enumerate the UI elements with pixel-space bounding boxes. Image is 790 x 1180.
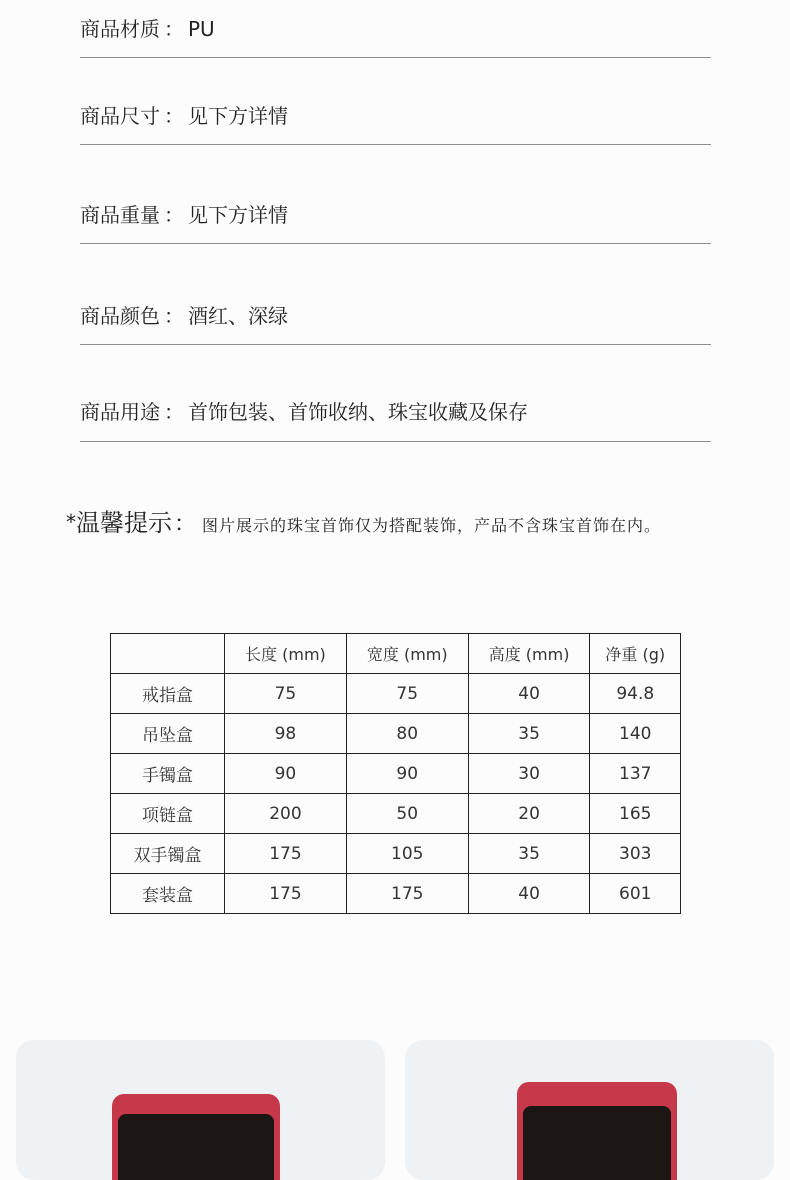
row-name: 戒指盒 bbox=[111, 674, 225, 714]
spec-label: 商品重量 bbox=[80, 203, 160, 227]
spec-separator: ： bbox=[164, 400, 184, 424]
cell-length: 75 bbox=[225, 674, 347, 714]
red-jewelry-box-image bbox=[112, 1094, 280, 1180]
reminder-title: 温馨提示 bbox=[76, 509, 172, 537]
spec-value: 见下方详情 bbox=[188, 203, 288, 227]
table-header-row bbox=[111, 634, 681, 674]
table-row bbox=[111, 874, 681, 914]
header-height: 高度 (mm) bbox=[468, 634, 590, 674]
box-interior bbox=[523, 1106, 671, 1180]
spec-value: 酒红、深绿 bbox=[188, 304, 288, 328]
row-name: 项链盒 bbox=[111, 794, 225, 834]
spec-value: 首饰包装、首饰收纳、珠宝收藏及保存 bbox=[188, 400, 528, 424]
cell-height: 30 bbox=[468, 754, 590, 794]
cell-width: 105 bbox=[346, 834, 468, 874]
spec-value: 见下方详情 bbox=[188, 104, 288, 128]
spec-material bbox=[80, 16, 711, 58]
header-length: 长度 (mm) bbox=[225, 634, 347, 674]
spec-label: 商品尺寸 bbox=[80, 104, 160, 128]
cell-length: 175 bbox=[225, 834, 347, 874]
cell-width: 90 bbox=[346, 754, 468, 794]
cell-length: 175 bbox=[225, 874, 347, 914]
asterisk: * bbox=[66, 510, 76, 534]
cell-width: 175 bbox=[346, 874, 468, 914]
header-weight: 净重 (g) bbox=[590, 634, 681, 674]
header-width: 宽度 (mm) bbox=[346, 634, 468, 674]
header-empty bbox=[111, 634, 225, 674]
cell-weight: 140 bbox=[590, 714, 681, 754]
cell-weight: 601 bbox=[590, 874, 681, 914]
box-interior bbox=[118, 1114, 274, 1180]
cell-length: 90 bbox=[225, 754, 347, 794]
row-name: 双手镯盒 bbox=[111, 834, 225, 874]
spec-label: 商品材质 bbox=[80, 17, 160, 41]
table-row bbox=[111, 754, 681, 794]
cell-height: 35 bbox=[468, 714, 590, 754]
cell-height: 40 bbox=[468, 674, 590, 714]
row-name: 吊坠盒 bbox=[111, 714, 225, 754]
cell-length: 98 bbox=[225, 714, 347, 754]
cell-length: 200 bbox=[225, 794, 347, 834]
row-name: 套装盒 bbox=[111, 874, 225, 914]
product-photo-right bbox=[405, 1040, 774, 1180]
table-row bbox=[111, 794, 681, 834]
spec-color bbox=[80, 303, 711, 345]
cell-width: 50 bbox=[346, 794, 468, 834]
spec-separator: ： bbox=[164, 203, 184, 227]
spec-separator: ： bbox=[164, 304, 184, 328]
row-name: 手镯盒 bbox=[111, 754, 225, 794]
dimensions-table bbox=[110, 633, 681, 914]
cell-height: 35 bbox=[468, 834, 590, 874]
cell-width: 80 bbox=[346, 714, 468, 754]
reminder-colon: ： bbox=[174, 512, 197, 537]
table-row bbox=[111, 834, 681, 874]
spec-usage bbox=[80, 399, 711, 442]
cell-weight: 303 bbox=[590, 834, 681, 874]
cell-height: 20 bbox=[468, 794, 590, 834]
reminder-note bbox=[66, 503, 661, 538]
spec-value: PU bbox=[188, 17, 215, 41]
spec-separator: ： bbox=[164, 104, 184, 128]
cell-height: 40 bbox=[468, 874, 590, 914]
cell-width: 75 bbox=[346, 674, 468, 714]
product-photo-left bbox=[16, 1040, 385, 1180]
table-row bbox=[111, 714, 681, 754]
spec-label: 商品用途 bbox=[80, 400, 160, 424]
cell-weight: 165 bbox=[590, 794, 681, 834]
cell-weight: 137 bbox=[590, 754, 681, 794]
reminder-text: 图片展示的珠宝首饰仅为搭配装饰，产品不含珠宝首饰在内。 bbox=[202, 516, 662, 535]
table-row bbox=[111, 674, 681, 714]
spec-separator: ： bbox=[164, 17, 184, 41]
red-jewelry-box-image bbox=[517, 1082, 677, 1180]
cell-weight: 94.8 bbox=[590, 674, 681, 714]
spec-weight bbox=[80, 202, 711, 244]
spec-size bbox=[80, 103, 711, 145]
spec-label: 商品颜色 bbox=[80, 304, 160, 328]
